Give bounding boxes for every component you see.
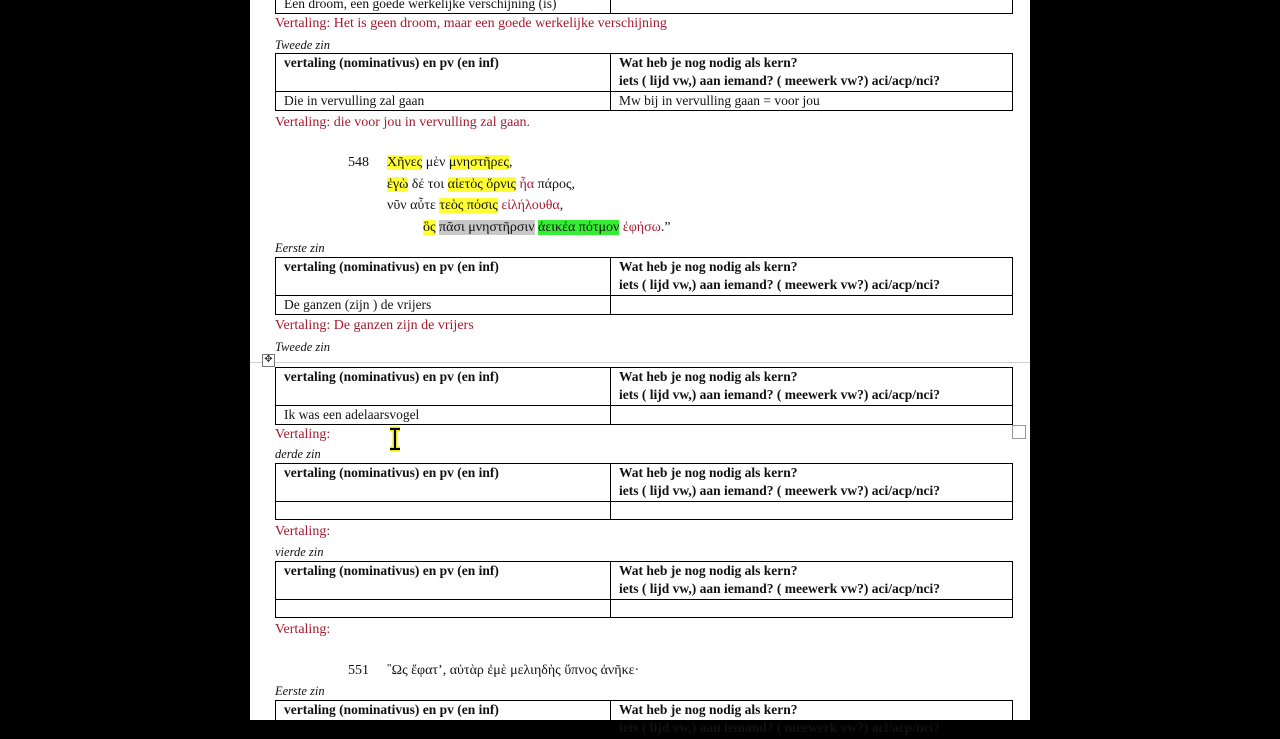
- verse-number: 551: [348, 663, 369, 678]
- header-core-line2: iets ( lijd vw,) aan iemand? ( meewerk vw?) aci/acp/nci?: [619, 387, 940, 402]
- vertaling-line: Vertaling: Het is geen droom, maar een goede werkelijke verschijning: [275, 16, 667, 31]
- vertaling-line: Vertaling:: [275, 427, 331, 442]
- section-label: Eerste zin: [275, 241, 325, 255]
- header-cell-translation[interactable]: vertaling (nominativus) en pv (en inf): [276, 464, 611, 502]
- table-4: [275, 463, 1013, 520]
- table-5: [275, 561, 1013, 618]
- document-page[interactable]: [250, 0, 1030, 735]
- greek-word: νῦν αὖτε: [387, 198, 440, 213]
- greek-word: δέ τοι: [408, 177, 448, 192]
- greek-word: ἀεικέα πότμον: [538, 220, 620, 235]
- page-break-line: [250, 362, 1030, 363]
- table-0: [275, 0, 1013, 14]
- header-core-line1: Wat heb je nog nodig als kern?: [619, 55, 798, 70]
- greek-word: μὲν: [422, 155, 449, 170]
- header-cell-translation[interactable]: vertaling (nominativus) en pv (en inf): [276, 701, 611, 739]
- vertaling-line: Vertaling: De ganzen zijn de vrijers: [275, 318, 474, 333]
- header-core-line2: iets ( lijd vw,) aan iemand? ( meewerk vw?) aci/acp/nci?: [619, 720, 940, 735]
- verse-line-2: [387, 176, 575, 193]
- header-core-line1: Wat heb je nog nodig als kern?: [619, 369, 798, 384]
- verse-number: 548: [348, 155, 369, 170]
- verse-line-1: [387, 154, 512, 171]
- section-label: Tweede zin: [275, 38, 330, 52]
- greek-punct: ,: [559, 198, 564, 213]
- table-cell[interactable]: [611, 296, 1013, 315]
- table-cell[interactable]: [276, 600, 611, 618]
- greek-word: τεὸς πόσις: [439, 198, 498, 213]
- table-2: [275, 257, 1013, 315]
- greek-word: ἐγὼ: [387, 177, 409, 192]
- header-cell-core[interactable]: [611, 258, 1013, 296]
- verse-line-4: [423, 219, 671, 236]
- verse-line: ῝Ως ἔφατ’, αὐτὰρ ἐμὲ μελιηδὴς ὕπνος ἀνῆκε·: [387, 663, 640, 678]
- header-core-line2: iets ( lijd vw,) aan iemand? ( meewerk vw?) aci/acp/nci?: [619, 581, 940, 596]
- section-label: Eerste zin: [275, 684, 325, 698]
- table-cell[interactable]: [611, 0, 1013, 14]
- header-cell-core[interactable]: [611, 368, 1013, 406]
- greek-word: εἰλήλουθα: [501, 198, 560, 213]
- greek-word: ὃς: [423, 220, 436, 235]
- header-core-line1: Wat heb je nog nodig als kern?: [619, 702, 798, 717]
- move-handle-icon[interactable]: ✥: [262, 354, 275, 367]
- table-3: [275, 367, 1013, 425]
- table-cell[interactable]: [611, 600, 1013, 618]
- table-cell[interactable]: [276, 502, 611, 520]
- section-label: Tweede zin: [275, 340, 330, 354]
- table-resize-icon[interactable]: [1012, 425, 1026, 439]
- vertaling-line: Vertaling: die voor jou in vervulling zal gaan.: [275, 115, 531, 130]
- greek-punct: ,: [508, 155, 513, 170]
- header-core-line2: iets ( lijd vw,) aan iemand? ( meewerk vw?) aci/acp/nci?: [619, 483, 940, 498]
- header-cell-translation[interactable]: vertaling (nominativus) en pv (en inf): [276, 54, 611, 92]
- greek-word: ἦα: [519, 177, 535, 192]
- table-cell[interactable]: De ganzen (zijn ) de vrijers: [276, 296, 611, 315]
- header-cell-translation[interactable]: vertaling (nominativus) en pv (en inf): [276, 368, 611, 406]
- table-cell[interactable]: Een droom, een goede werkelijke verschijning (is): [276, 0, 611, 14]
- header-core-line1: Wat heb je nog nodig als kern?: [619, 465, 798, 480]
- greek-word: πᾶσι μνηστῆρσιν: [439, 220, 535, 235]
- header-cell-translation[interactable]: vertaling (nominativus) en pv (en inf): [276, 562, 611, 600]
- table-cell[interactable]: [611, 502, 1013, 520]
- section-label: derde zin: [275, 447, 321, 461]
- section-label: vierde zin: [275, 545, 324, 559]
- header-core-line1: Wat heb je nog nodig als kern?: [619, 563, 798, 578]
- table-cell[interactable]: [611, 406, 1013, 425]
- header-cell-core[interactable]: [611, 464, 1013, 502]
- table-6: [275, 700, 1013, 739]
- greek-punct: .”: [660, 220, 671, 235]
- greek-word: μνηστῆρες: [448, 155, 509, 170]
- greek-word: ἐφήσω: [622, 220, 661, 235]
- header-core-line2: iets ( lijd vw,) aan iemand? ( meewerk vw?) aci/acp/nci?: [619, 73, 940, 88]
- vertaling-line: Vertaling:: [275, 524, 331, 539]
- greek-word: πάρος,: [534, 177, 576, 192]
- table-cell[interactable]: Mw bij in vervulling gaan = voor jou: [611, 92, 1013, 111]
- greek-word: Χῆνες: [387, 155, 423, 170]
- table-cell[interactable]: Die in vervulling zal gaan: [276, 92, 611, 111]
- header-cell-translation[interactable]: vertaling (nominativus) en pv (en inf): [276, 258, 611, 296]
- table-cell[interactable]: Ik was een adelaarsvogel: [276, 406, 611, 425]
- greek-word: αἰετὸς ὄρνις: [447, 177, 516, 192]
- vertaling-line: Vertaling:: [275, 622, 331, 637]
- text-cursor-icon: [388, 428, 402, 450]
- verse-line-3: [387, 197, 563, 214]
- header-cell-core[interactable]: [611, 562, 1013, 600]
- header-cell-core[interactable]: [611, 54, 1013, 92]
- header-cell-core[interactable]: [611, 701, 1013, 739]
- header-core-line1: Wat heb je nog nodig als kern?: [619, 259, 798, 274]
- table-1: [275, 53, 1013, 111]
- header-core-line2: iets ( lijd vw,) aan iemand? ( meewerk vw?) aci/acp/nci?: [619, 277, 940, 292]
